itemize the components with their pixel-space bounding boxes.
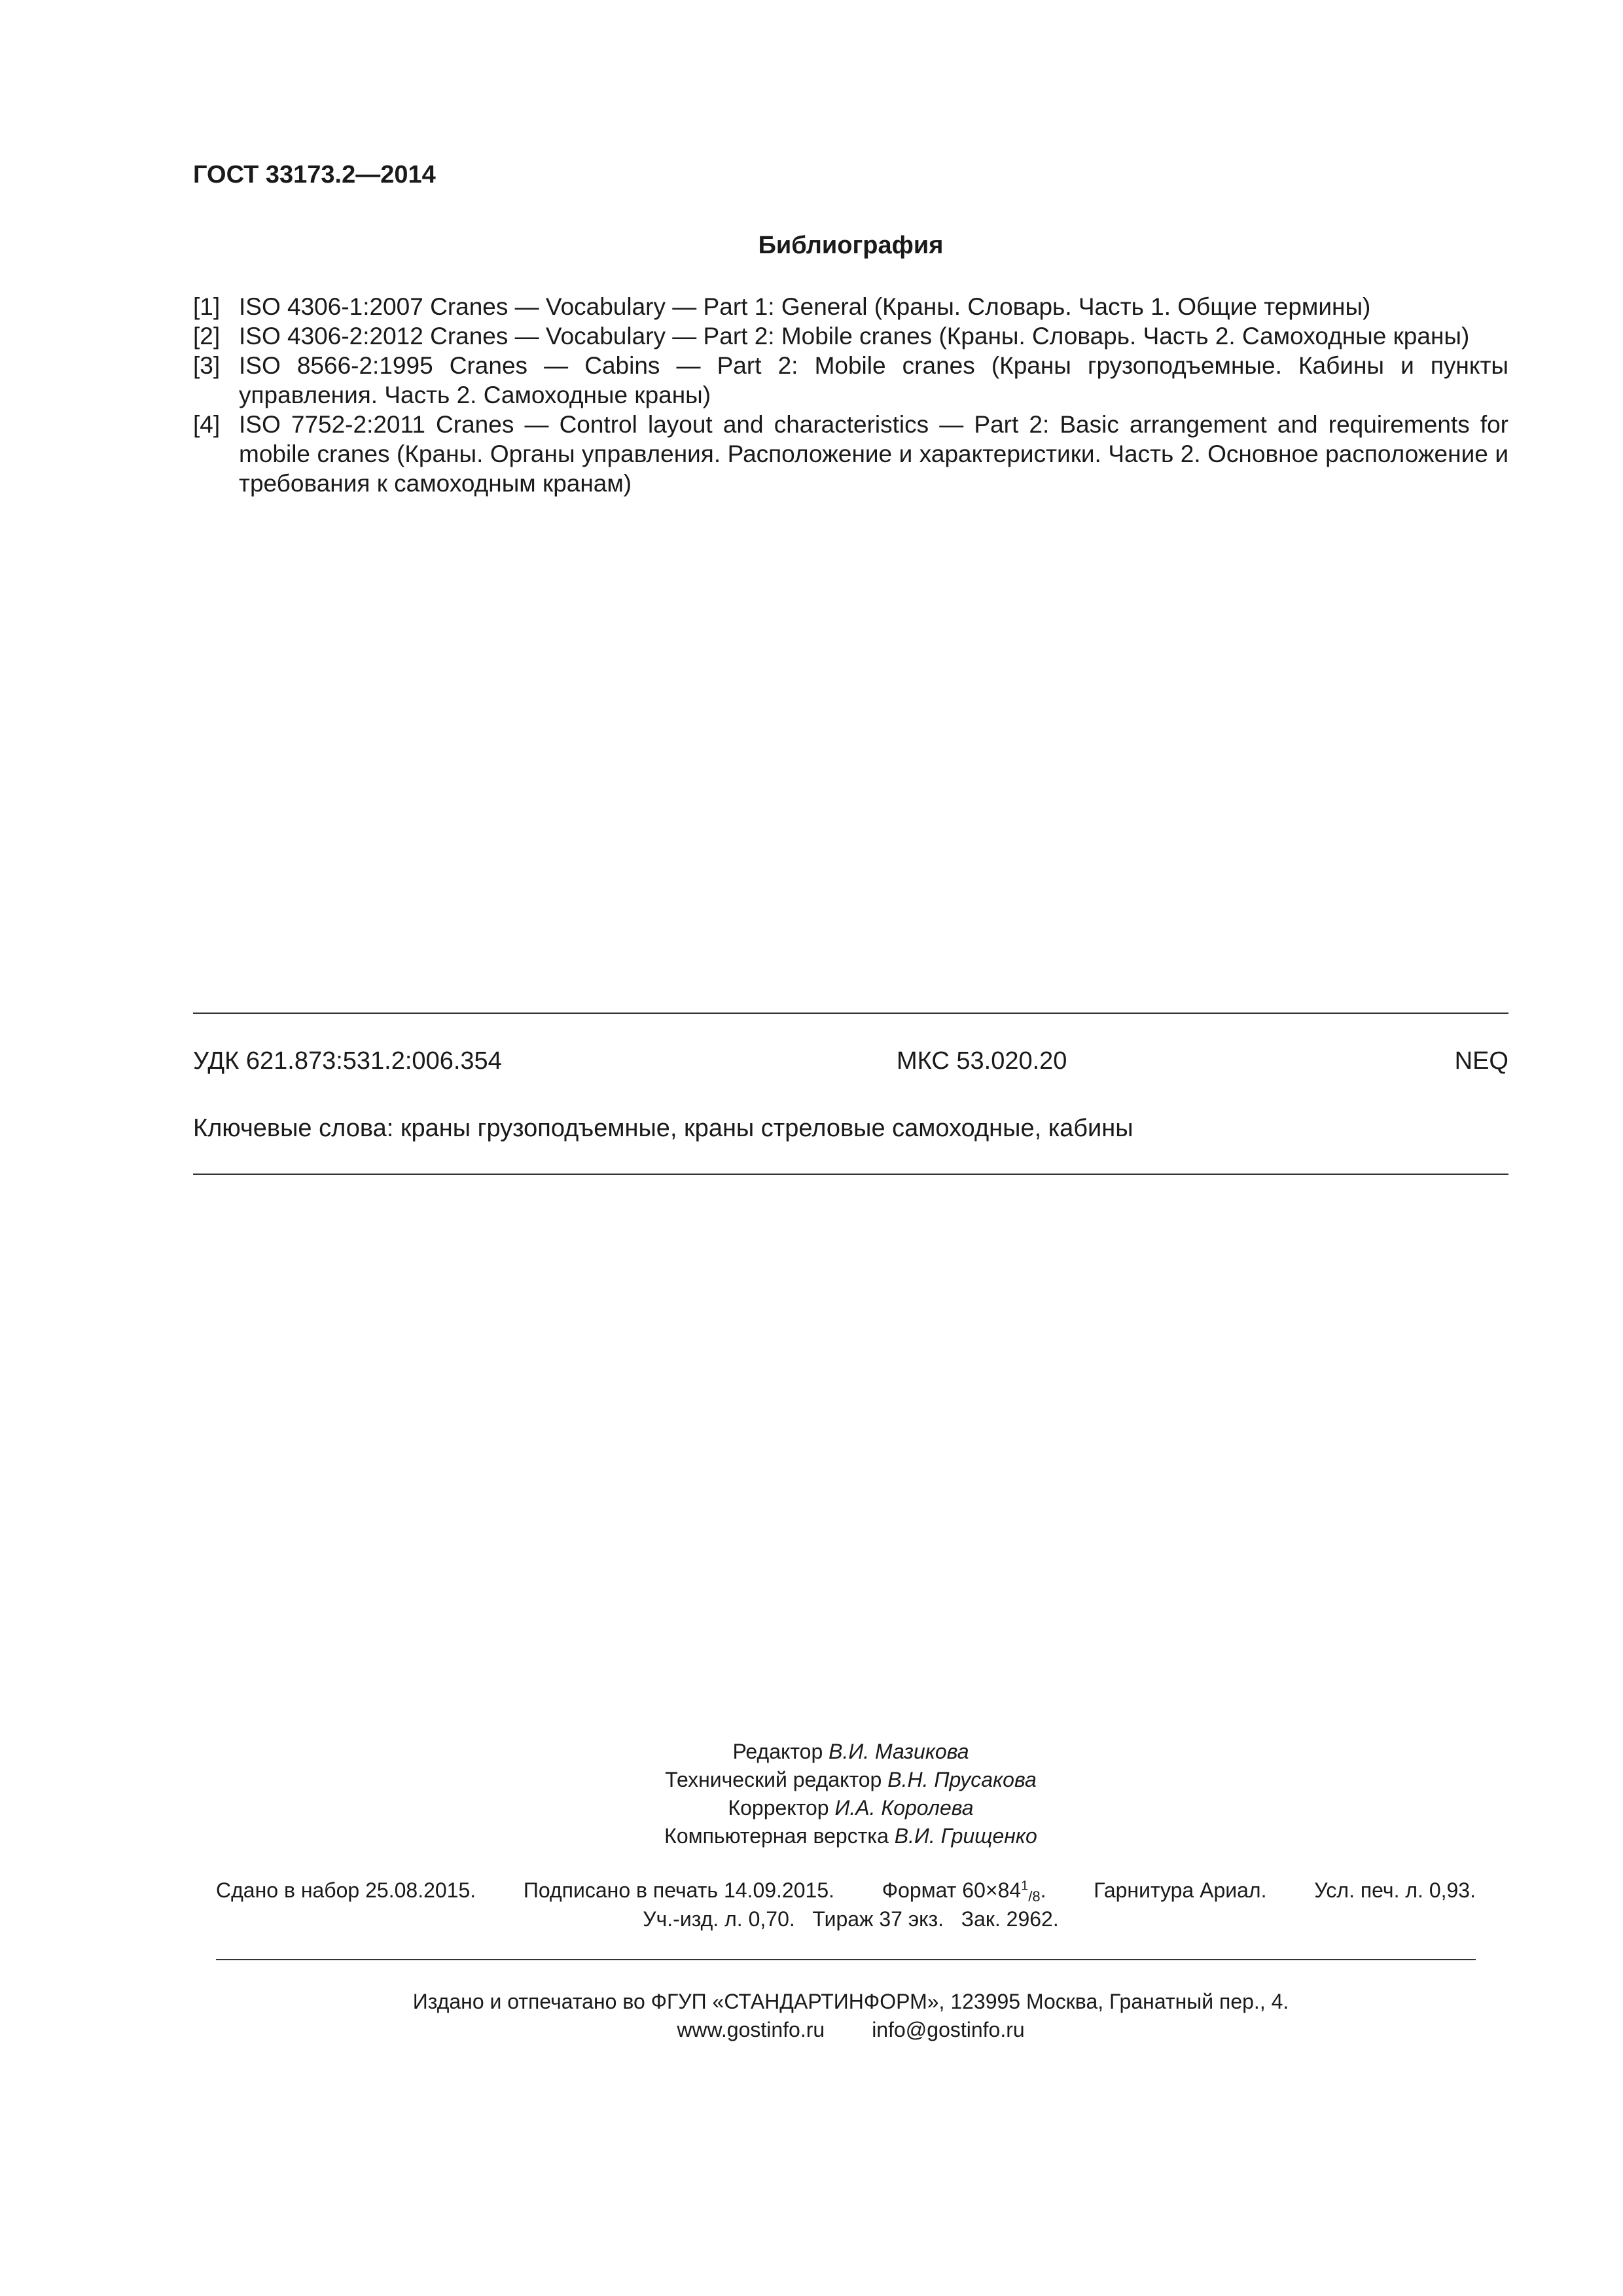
publisher-block — [0, 1988, 1623, 2044]
publisher-contacts — [0, 2016, 1623, 2044]
credit-line: Редактор В.И. Мазикова — [732, 1740, 969, 1763]
bibliography-item-number: [2] — [193, 323, 221, 350]
publisher-email-link[interactable]: info@gostinfo.ru — [872, 2018, 1025, 2041]
print-sheets: Усл. печ. л. 0,93. — [1314, 1878, 1476, 1902]
credits-block — [0, 1738, 1623, 1850]
bibliography-item-number: [1] — [193, 293, 221, 320]
publisher-address: Издано и отпечатано во ФГУП «СТАНДАРТИНФОРМ», 123995 Москва, Гранатный пер., 4. — [412, 1990, 1289, 2013]
bibliography-item-text: ISO 8566-2:1995 Cranes — Cabins — Part 2: Mobile cranes (Краны грузоподъемные. Кабины и пункты управления. Часть 2. Самоходные краны) — [239, 352, 1508, 408]
bibliography-item-number: [4] — [193, 411, 221, 438]
submitted-date: Сдано в набор 25.08.2015. — [216, 1878, 476, 1902]
keywords-bottom-rule — [193, 1174, 1508, 1175]
bibliography-item-text: ISO 4306-1:2007 Cranes — Vocabulary — Part 1: General (Краны. Словарь. Часть 1. Общие термины) — [239, 293, 1371, 320]
mks-code: МКС 53.020.20 — [897, 1047, 1067, 1075]
credit-line: Компьютерная верстка В.И. Грищенко — [664, 1824, 1037, 1848]
print-run: Тираж 37 экз. — [812, 1907, 944, 1931]
document-header: ГОСТ 33173.2—2014 — [193, 161, 436, 188]
classification-top-rule — [193, 1013, 1508, 1014]
credit-name: В.Н. Прусакова — [887, 1768, 1037, 1791]
printing-details-line-1 — [216, 1878, 1476, 1903]
credit-line: Технический редактор В.Н. Прусакова — [665, 1768, 1037, 1791]
bibliography-list — [193, 292, 1508, 498]
publisher-top-rule — [216, 1959, 1476, 1960]
credit-line: Корректор И.А. Королева — [728, 1796, 974, 1820]
order-number: Зак. 2962. — [961, 1907, 1059, 1931]
bibliography-item-number: [3] — [193, 352, 221, 379]
paper-format: Формат $60\times 84^1/8$. — [882, 1878, 1046, 1905]
bibliography-item — [193, 292, 1508, 321]
signed-date: Подписано в печать 14.09.2015. — [523, 1878, 834, 1902]
bibliography-title: Библиография — [758, 232, 944, 259]
equivalence-degree: NEQ — [1454, 1047, 1508, 1075]
bibliography-item-text: ISO 4306-2:2012 Cranes — Vocabulary — Part 2: Mobile cranes (Краны. Словарь. Часть 2. Самоходные краны) — [239, 323, 1470, 350]
bibliography-item — [193, 351, 1508, 410]
publisher-sheets: Уч.-изд. л. 0,70. — [643, 1907, 795, 1931]
credit-name: И.А. Королева — [834, 1796, 974, 1820]
bibliography-item-text: ISO 7752-2:2011 Cranes — Control layout and characteristics — Part 2: Basic arrangement and requirements for mobile cranes (Краны. Органы управления. Расположение и характеристики. Часть 2. Основное расположение и требования к самоходным кранам) — [239, 411, 1508, 497]
keywords: Ключевые слова: краны грузоподъемные, краны стреловые самоходные, кабины — [193, 1115, 1133, 1142]
credit-name: В.И. Мазикова — [829, 1740, 969, 1763]
printing-details-line-2 — [0, 1907, 1623, 1931]
bibliography-item — [193, 410, 1508, 498]
typeface: Гарнитура Ариал. — [1094, 1878, 1267, 1902]
udk-code: УДК 621.873:531.2:006.354 — [193, 1047, 502, 1075]
publisher-website-link[interactable]: www.gostinfo.ru — [677, 2018, 825, 2041]
credit-name: В.И. Грищенко — [894, 1824, 1037, 1848]
bibliography-item — [193, 321, 1508, 351]
